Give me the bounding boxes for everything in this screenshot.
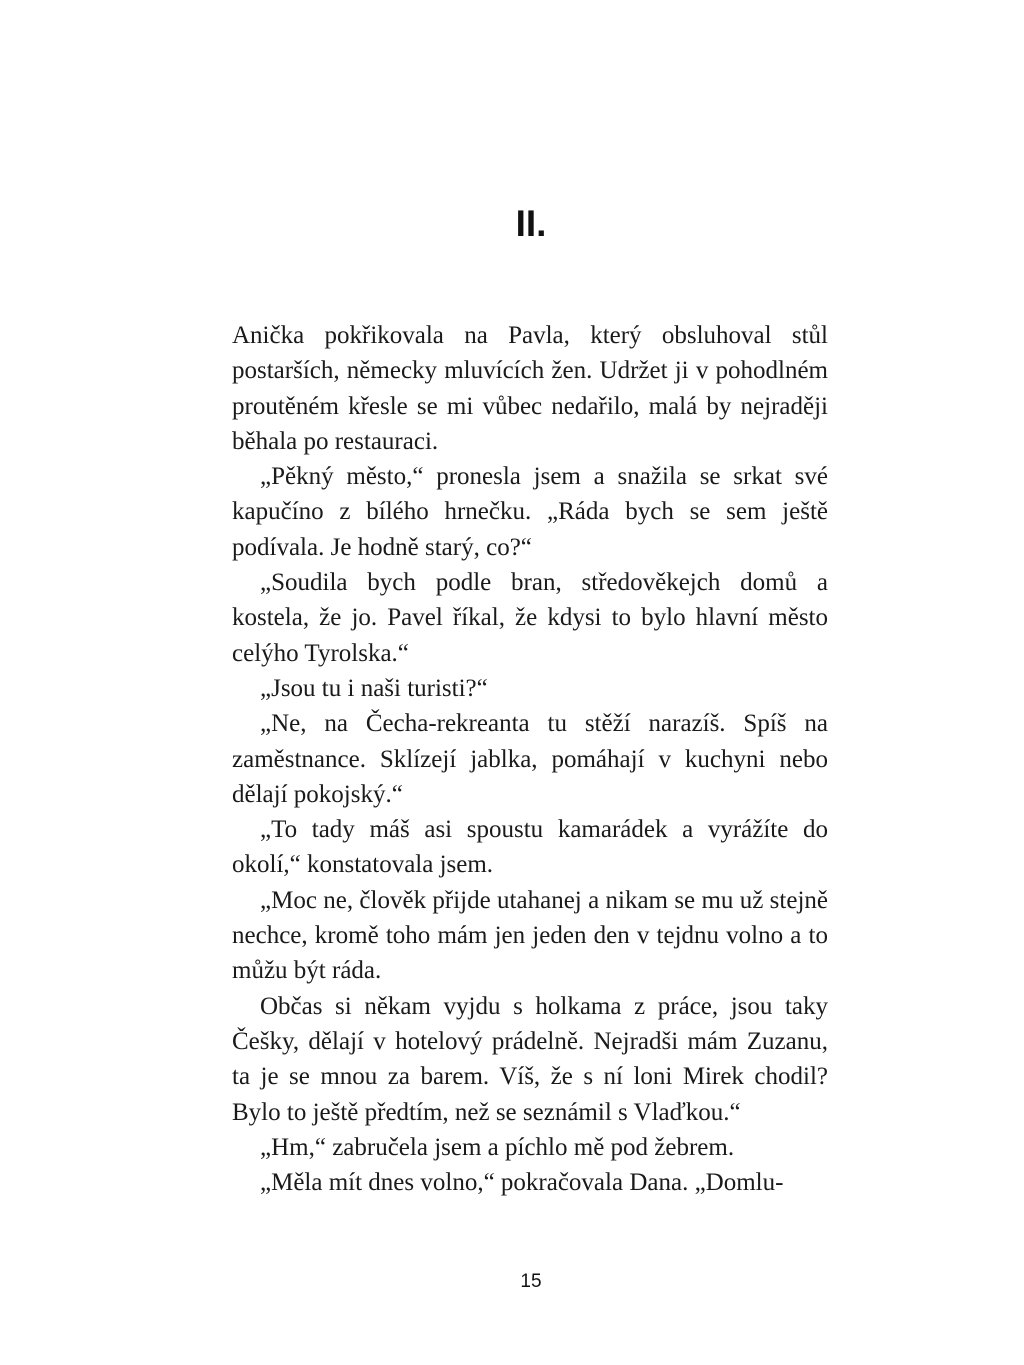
paragraph: „Moc ne, člověk přijde utahanej a nikam se mu už stejně nechce, kromě toho mám jen jeden den v tejdnu volno a to můžu být ráda. <box>232 886 828 985</box>
paragraph: „Měla mít dnes volno,“ pokračovala Dana. „Domlu- <box>260 1169 784 1197</box>
page-number: 15 <box>520 1271 542 1292</box>
paragraph: „Soudila bych podle bran, středověkejch domů a kostela, že jo. Pavel říkal, že kdysi to bylo hlavní město celýho Tyrolska.“ <box>232 569 828 667</box>
paragraph: „Pěkný město,“ pronesla jsem a snažila se srkat své kapučíno z bílého hrnečku. „Ráda bych se sem ještě podívala. Je hodně starý, co?“ <box>232 463 828 561</box>
paragraph: „Jsou tu i naši turisti?“ <box>260 674 488 702</box>
paragraph: Občas si někam vyjdu s holkama z práce, jsou taky Češky, dělají v hotelový prádelně. Nejradši mám Zuzanu, ta je se mnou za barem. Víš, že s ní loni Mirek chodil? Bylo to ještě předtím, než se seznámil s Vlaďkou.“ <box>232 992 828 1126</box>
body-text <box>232 318 828 1200</box>
paragraph: „To tady máš asi spoustu kamarádek a vyrážíte do okolí,“ konstatovala jsem. <box>232 816 828 879</box>
paragraph: Anička pokřikovala na Pavla, který obsluhoval stůl postarších, německy mluvících žen. Udržet ji v pohodlném proutěném křesle se mi vůbec nedařilo, malá by nejraději běhala po restauraci. <box>232 322 828 455</box>
paragraph: „Ne, na Čecha-rekreanta tu stěží narazíš. Spíš na zaměstnance. Sklízejí jablka, pomáhají v kuchyni nebo dělají pokojský.“ <box>232 710 828 808</box>
paragraph: „Hm,“ zabručela jsem a píchlo mě pod žebrem. <box>260 1133 735 1161</box>
chapter-heading: II. <box>515 203 547 244</box>
